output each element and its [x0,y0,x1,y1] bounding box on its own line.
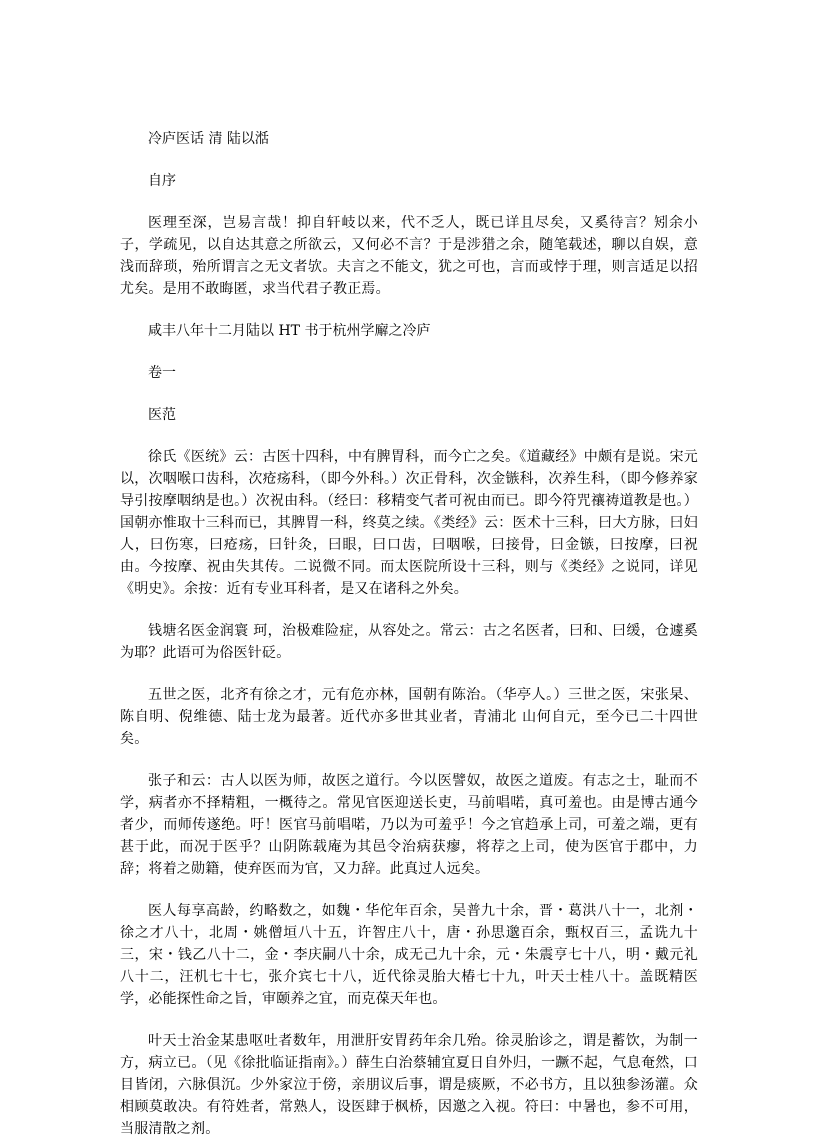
volume-heading: 卷一 [148,365,176,381]
preface-signature: 咸丰八年十二月陆以 HT 书于杭州学廨之冷庐 [148,323,431,339]
preface-body: 医理至深，岂易言哉！抑自轩岐以来，代不乏人，既已详且尽矣，又奚待言？矧余小子，学疏见，以自达其意之所欲云，又何必不言？于是涉猎之余，随笔载述，聊以自娱，意浅而辞琐，殆所谓言之无文者欤。夫言之不能文，犹之可也，言而或悖于理，则言适足以招尤矣。是用不敢晦匿，求当代君子教正焉。 [120,215,698,297]
preface-heading: 自序 [148,173,176,189]
paragraph: 医人每享高龄，约略数之，如魏・华佗年百余，吴普九十余，晋・葛洪八十一，北剂・徐之才八十，北周・姚僧垣八十五，许智庄八十，唐・孙思邈百余，甄权百三，孟诜九十三，宋・钱乙八十二，金・李庆嗣八十余，成无己九十余，元・朱震亨七十八，明・戴元礼八十二，汪机七十七，张介宾七十八，近代徐灵胎大椿七十九，叶天士桂八十。盖既精医学，必能探性命之旨，审颐养之宜，而克葆天年也。 [120,903,698,1007]
paragraph: 张子和云：古人以医为师，故医之道行。今以医譬奴，故医之道废。有志之士，耻而不学，病者亦不择精粗，一概待之。常见官医迎送长吏，马前唱喏，真可羞也。由是博古通今者少，而师传遂绝。吁！医官马前唱喏，乃以为可羞乎！今之官趋承上司，可羞之端，更有甚于此，而况于医乎？山阴陈载庵为其邑令治病获瘳，将荐之上司，使为医官于郡中，力辞；将着之勋籍，使弃医而为官，又力辞。此真过人远矣。 [120,773,698,877]
paragraph: 钱塘名医金润寰 珂，治极难险症，从容处之。常云：古之名医者，曰和、曰缓，仓遽奚为耶？此语可为俗医针砭。 [120,623,698,661]
section-heading: 医范 [148,407,176,423]
document-page [120,128,698,1140]
title-line: 冷庐医话 清 陆以湉 [148,131,269,147]
paragraph: 五世之医，北齐有徐之才，元有危亦林，国朝有陈治。（华亭人。）三世之医，宋张杲、陈自明、倪维德、陆士龙为最著。近代亦多世其业者，青浦北 山何自元，至今已二十四世矣。 [120,687,698,747]
paragraph: 徐氏《医统》云：古医十四科，中有脾胃科，而今亡之矣。《道藏经》中颇有是说。宋元以，次咽喉口齿科，次疮疡科，（即今外科。）次正骨科，次金镞科，次养生科，（即今修养家导引按摩咽纳是也。）次祝由科。（经曰：移精变气者可祝由而已。即今符咒禳祷道教是也。）国朝亦惟取十三科而已，其脾胃一科，终莫之续。《类经》云：医术十三科，曰大方脉，曰妇人，曰伤寒，曰疮疡，曰针灸，曰眼，曰口齿，曰咽喉，曰接骨，曰金镞，曰按摩，曰祝由。今按摩、祝由失其传。二说微不同。而太医院所设十三科，则与《类经》之说同，详见《明史》。余按：近有专业耳科者，是又在诸科之外矣。 [120,449,698,597]
paragraph: 叶天士治金某患呕吐者数年，用泄肝安胃药年余几殆。徐灵胎诊之，谓是蓄饮，为制一方，病立已。（见《徐批临证指南》。）薛生白治蔡辅宜夏日自外归，一蹶不起，气息奄然，口目皆闭，六脉俱沉。少外家泣于傍，亲朋议后事，谓是痰厥，不必书方，且以独参汤灌。众相顾莫敢决。有符姓者，常熟人，设医肆于枫桥，因邀之入视。符曰：中暑也，参不可用，当服清散之剂。 [120,1033,698,1137]
